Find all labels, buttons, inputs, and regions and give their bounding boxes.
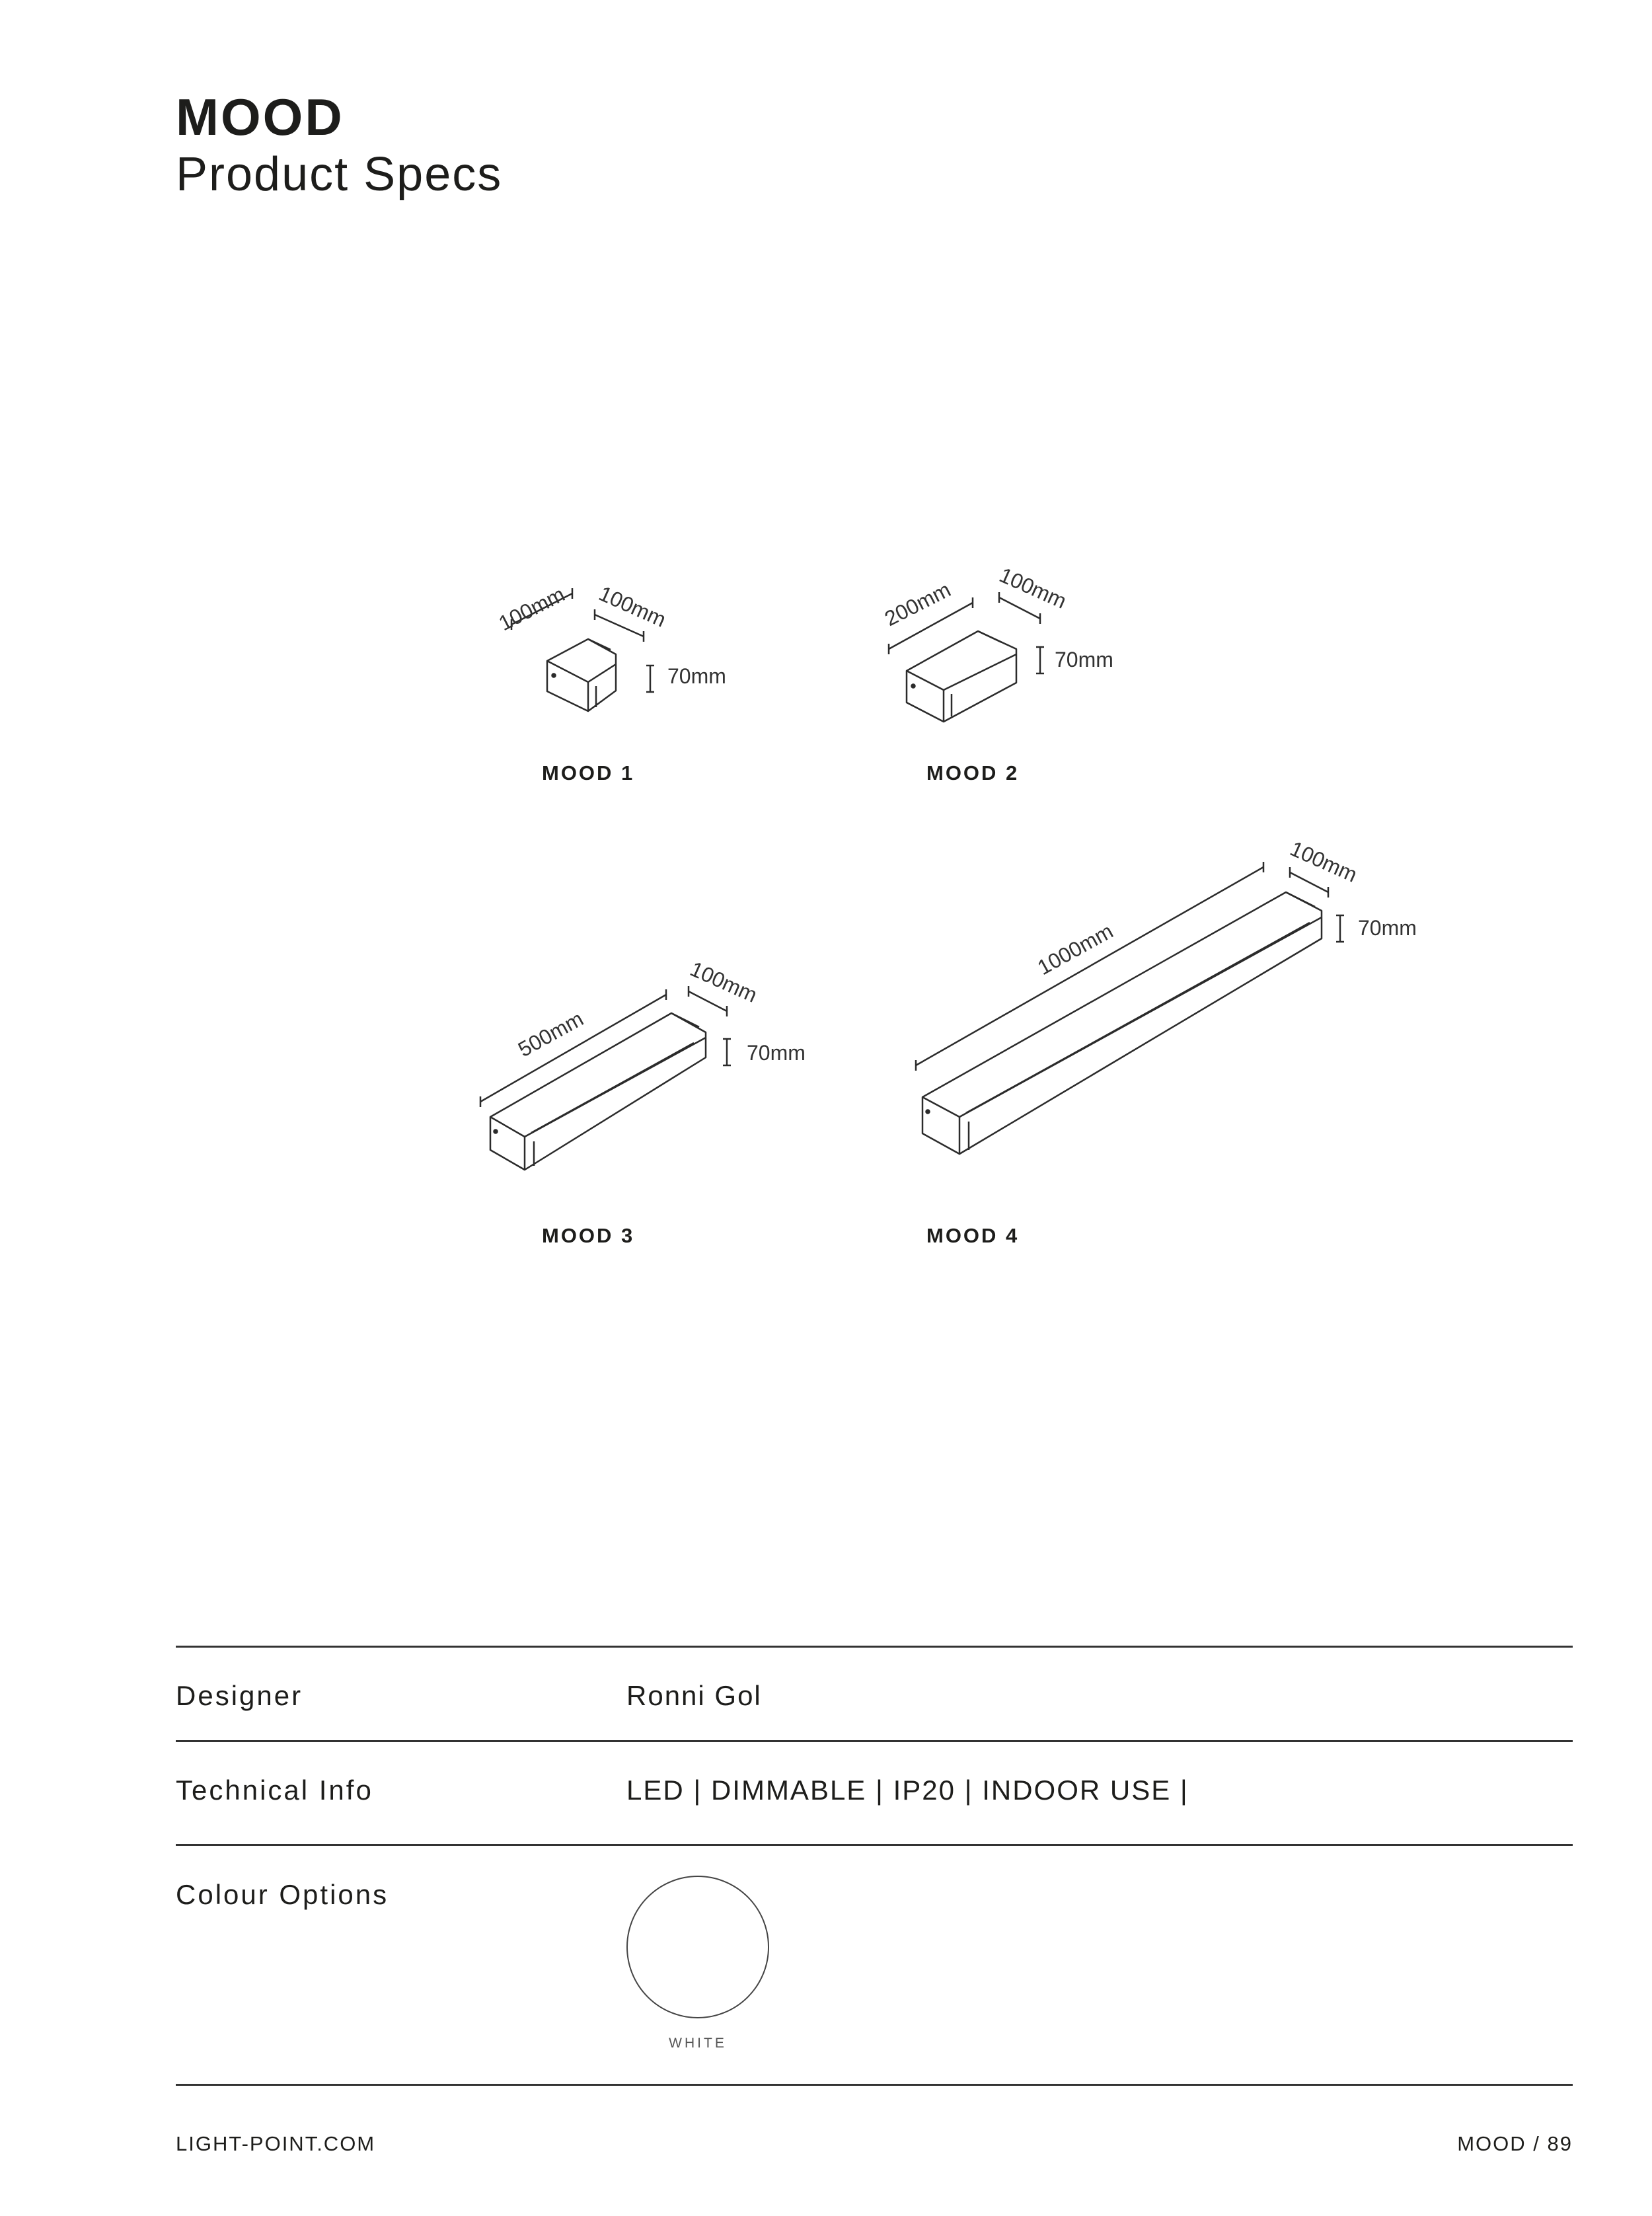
colour-swatch-label: WHITE [669,2036,727,2051]
colour-options-label: Colour Options [176,1879,389,1910]
spec-divider-3 [176,1844,1573,1846]
mood-3-height-label: 70mm [747,1041,806,1065]
footer-page-number: MOOD / 89 [1457,2132,1573,2155]
page-subtitle: Product Specs [176,148,503,201]
mood-2-name: MOOD 2 [926,761,1020,784]
mood-2-length-label: 200mm [880,577,955,631]
mood-1-depth-label: 100mm [595,581,670,632]
footer-website: LIGHT-POINT.COM [176,2132,376,2155]
mood-4-length-label: 1000mm [1033,919,1117,980]
mood-3-name: MOOD 3 [542,1224,635,1247]
designer-value: Ronni Gol [626,1680,762,1711]
mood-1-name: MOOD 1 [542,761,635,784]
mood-4-height-label: 70mm [1358,916,1417,940]
mood-2-depth-label: 100mm [996,562,1070,613]
technical-info-label: Technical Info [176,1775,373,1806]
spec-divider-bottom [176,2084,1573,2086]
colour-swatch-white [626,1876,769,2018]
mood-3-drawing [480,986,731,1170]
mood-4-drawing [916,862,1344,1154]
mood-4-name: MOOD 4 [926,1224,1020,1247]
mood-3-depth-label: 100mm [687,956,761,1007]
mood-3-length-label: 500mm [513,1006,587,1062]
mood-2-height-label: 70mm [1055,648,1113,671]
page-title: MOOD [176,88,344,146]
mood-4-depth-label: 100mm [1287,836,1361,887]
technical-info-value: LED | DIMMABLE | IP20 | INDOOR USE | [626,1775,1189,1806]
mood-1-length-label: 100mm [494,582,569,636]
mood-1-height-label: 70mm [667,664,726,688]
spec-divider-top [176,1646,1573,1648]
designer-label: Designer [176,1680,303,1711]
spec-divider-2 [176,1740,1573,1742]
